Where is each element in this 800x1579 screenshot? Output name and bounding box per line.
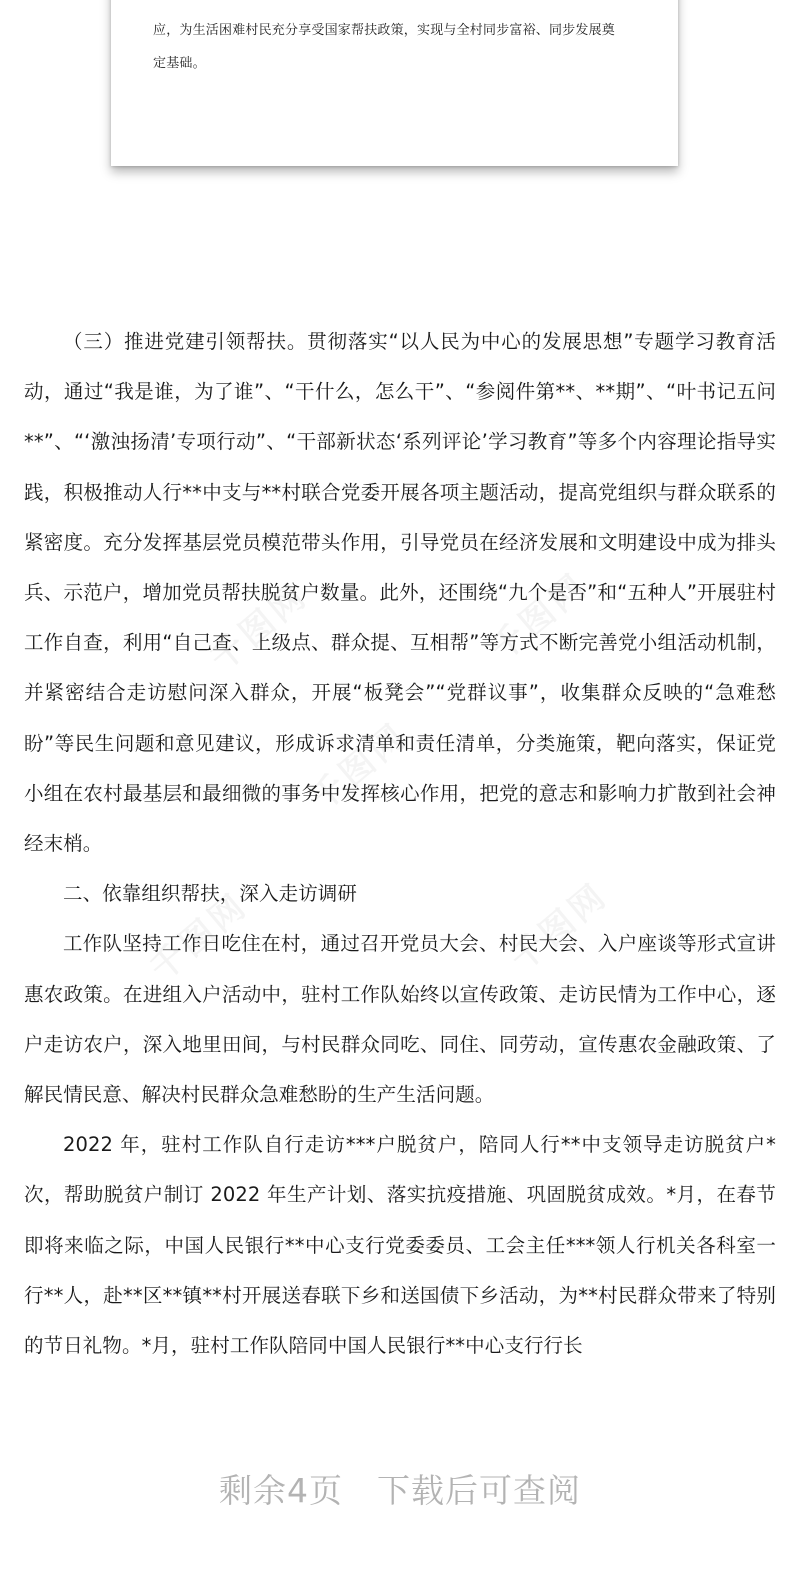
preview-line: 应，为生活困难村民充分享受国家帮扶政策，实现与全村同步富裕、同步发展奠 [153, 23, 616, 38]
remaining-pages-count: 剩余4页 [219, 1471, 343, 1510]
document-preview-card [111, 0, 678, 166]
section-heading: 二、依靠组织帮扶，深入走访调研 [63, 882, 358, 906]
download-hint: 下载后可查阅 [377, 1471, 581, 1510]
document-body [24, 317, 776, 1371]
remaining-pages-notice[interactable] [0, 1465, 800, 1512]
paragraph-field-visits: 工作队坚持工作日吃住在村，通过召开党员大会、村民大会、入户座谈等形式宣讲惠农政策。在进组入户活动中，驻村工作队始终以宣传政策、走访民情为工作中心，逐户走访农户，深入地里田间，与村民群众同吃、同住、同劳动，宣传惠农金融政策、了解民情民意、解决村民群众急难愁盼的生产生活问题。 [24, 932, 776, 1107]
preview-line: 定基础。 [153, 56, 206, 71]
paragraph-party-building: （三）推进党建引领帮扶。贯彻落实“以人民为中心的发展思想”专题学习教育活动，通过“我是谁，为了谁”、“干什么，怎么干”、“参阅件第**、**期”、“叶书记五问**”、“‘激浊扬清’专项行动”、“干部新状态‘系列评论’学习教育”等多个内容理论指导实践，积极推动人行**中支与**村联合党委开展各项主题活动，提高党组织与群众联系的紧密度。充分发挥基层党员模范带头作用，引导党员在经济发展和文明建设中成为排头兵、示范户，增加党员帮扶脱贫户数量。此外，还围绕“九个是否”和“五种人”开展驻村工作自查，利用“自己查、上级点、群众提、互相帮”等方式不断完善党小组活动机制，并紧密结合走访慰问深入群众，开展“板凳会”“党群议事”，收集群众反映的“急难愁盼”等民生问题和意见建议，形成诉求清单和责任清单，分类施策，靶向落实，保证党小组在农村最基层和最细微的事务中发挥核心作用，把党的意志和影响力扩散到社会神经末梢。 [24, 330, 776, 856]
paragraph-2022-visits: 2022 年，驻村工作队自行走访***户脱贫户，陪同人行**中支领导走访脱贫户*次，帮助脱贫户制订 2022 年生产计划、落实抗疫措施、巩固脱贫成效。*月，在春节即将来临之际，中国人民银行**中心支行党委委员、工会主任***领人行机关各科室一行**人，赴**区**镇**村开展送春联下乡和送国债下乡活动，为**村民群众带来了特别的节日礼物。*月，驻村工作队陪同中国人民银行**中心支行行长 [24, 1133, 776, 1358]
